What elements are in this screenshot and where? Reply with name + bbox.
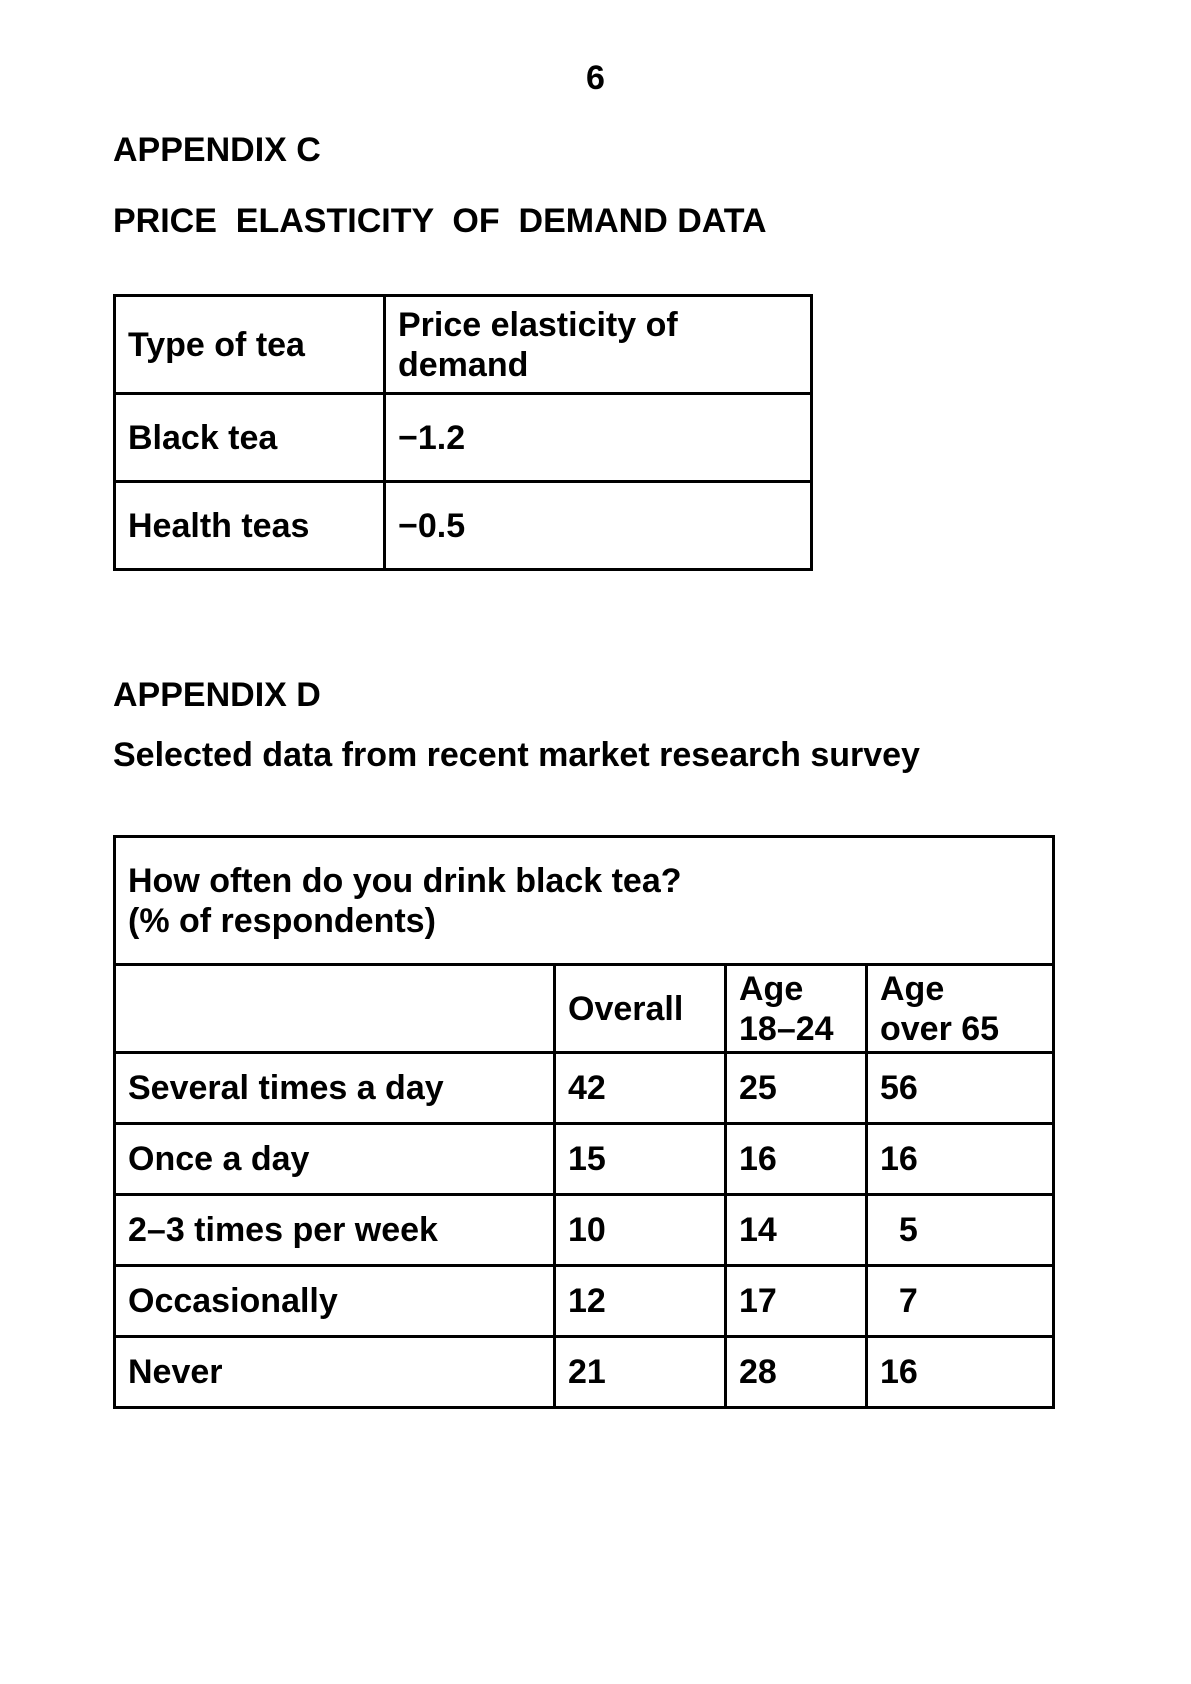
table-row	[115, 482, 812, 570]
table-row	[115, 1124, 1054, 1195]
table-header-row	[115, 965, 1054, 1053]
table-cell: 15	[555, 1124, 726, 1195]
table-row	[115, 394, 812, 482]
appendix-d-title: Selected data from recent market research survey	[113, 736, 920, 774]
market-research-table	[113, 835, 1055, 1409]
page-number: 6	[586, 59, 605, 97]
table-cell: Once a day	[115, 1124, 555, 1195]
table-cell: 16	[867, 1337, 1054, 1408]
table-row	[115, 1053, 1054, 1124]
appendix-c-label: APPENDIX C	[113, 131, 321, 169]
table-cell: Several times a day	[115, 1053, 555, 1124]
header-cell-age-over-65: Age over 65	[867, 965, 1054, 1053]
price-elasticity-table	[113, 294, 813, 571]
table-cell: 17	[726, 1266, 867, 1337]
appendix-d-label: APPENDIX D	[113, 676, 321, 714]
table-row	[115, 1337, 1054, 1408]
table-cell: Occasionally	[115, 1266, 555, 1337]
table-cell: 5	[867, 1195, 1054, 1266]
header-cell-age-18-24: Age 18–24	[726, 965, 867, 1053]
table-cell: Health teas	[115, 482, 385, 570]
table-cell: 14	[726, 1195, 867, 1266]
header-cell-empty	[115, 965, 555, 1053]
table-cell: 42	[555, 1053, 726, 1124]
table-cell: 56	[867, 1053, 1054, 1124]
appendix-c-title: PRICE ELASTICITY OF DEMAND DATA	[113, 202, 767, 240]
table-cell: 12	[555, 1266, 726, 1337]
table-cell: Never	[115, 1337, 555, 1408]
table-cell: 21	[555, 1337, 726, 1408]
table-cell: −0.5	[385, 482, 812, 570]
table-cell: −1.2	[385, 394, 812, 482]
table-header-row	[115, 296, 812, 394]
table-cell: 16	[867, 1124, 1054, 1195]
header-cell-price-elasticity: Price elasticity of demand	[385, 296, 812, 394]
table-row	[115, 1266, 1054, 1337]
table-cell: 7	[867, 1266, 1054, 1337]
table-cell: Black tea	[115, 394, 385, 482]
survey-question-row	[115, 837, 1054, 965]
header-cell-overall: Overall	[555, 965, 726, 1053]
survey-question: How often do you drink black tea? (% of respondents)	[115, 837, 1054, 965]
table-cell: 25	[726, 1053, 867, 1124]
table-cell: 10	[555, 1195, 726, 1266]
table-cell: 16	[726, 1124, 867, 1195]
header-cell-type-of-tea: Type of tea	[115, 296, 385, 394]
table-cell: 28	[726, 1337, 867, 1408]
table-row	[115, 1195, 1054, 1266]
table-cell: 2–3 times per week	[115, 1195, 555, 1266]
